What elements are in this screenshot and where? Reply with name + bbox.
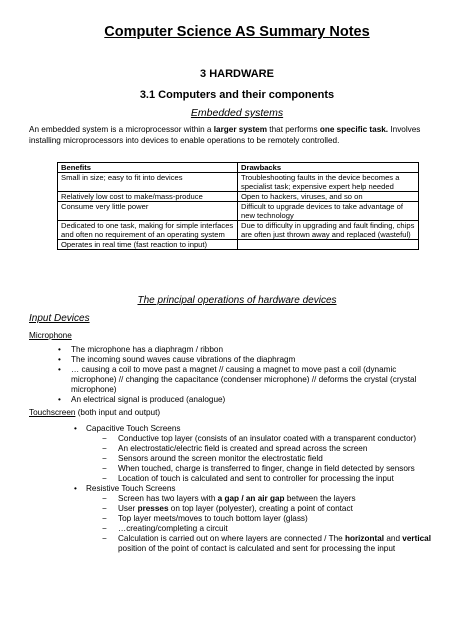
table-header-row bbox=[58, 163, 419, 173]
table-cell: Due to difficulty in upgrading and fault finding, chips are often just thrown away and replaced (wasteful) bbox=[238, 221, 419, 240]
touchscreen-label-suffix: (both input and output) bbox=[75, 408, 161, 417]
bullet-icon: • bbox=[58, 355, 61, 364]
embedded-systems-heading: Embedded systems bbox=[190, 107, 284, 119]
list-item-text: Screen has two layers with bbox=[118, 494, 218, 503]
list-item-text: …creating/completing a circuit bbox=[118, 524, 228, 533]
section-heading: 3.1 Computers and their components bbox=[139, 89, 335, 101]
table-header-drawbacks: Drawbacks bbox=[238, 163, 419, 173]
list-item bbox=[58, 395, 443, 405]
list-item bbox=[74, 474, 454, 484]
table-cell: Relatively low cost to make/mass-produce bbox=[58, 192, 238, 202]
dash-icon: − bbox=[102, 434, 107, 443]
microphone-list bbox=[58, 345, 443, 405]
dash-icon: − bbox=[102, 454, 107, 463]
table-cell: Consume very little power bbox=[58, 202, 238, 221]
list-item bbox=[74, 434, 454, 444]
table-header-benefits: Benefits bbox=[58, 163, 238, 173]
list-item-text: … causing a coil to move past a magnet // causing a magnet to move past a coil (dynamic microphone) // changing the capacitance (condenser microphone) // deforms the crystal (crystal microphone) bbox=[71, 365, 417, 394]
table-cell: Dedicated to one task, making for simple interfaces and often no requirement of an operating system bbox=[58, 221, 238, 240]
dash-icon: − bbox=[102, 524, 107, 533]
list-item bbox=[74, 424, 454, 434]
intro-bold-1: larger system bbox=[213, 125, 268, 134]
list-item-bold: vertical bbox=[402, 534, 431, 543]
bullet-icon: • bbox=[58, 395, 61, 404]
list-item-bold: horizontal bbox=[344, 534, 385, 543]
microphone-label: Microphone bbox=[29, 331, 72, 340]
table-cell bbox=[238, 240, 419, 250]
list-item-text: between the layers bbox=[284, 494, 356, 503]
intro-bold-2: one specific task. bbox=[319, 125, 389, 134]
dash-icon: − bbox=[102, 464, 107, 473]
dash-icon: − bbox=[102, 474, 107, 483]
list-item-text: position of the point of contact is calculated and sent for processing the input bbox=[118, 544, 396, 553]
list-item bbox=[58, 345, 443, 355]
intro-text-2: that performs bbox=[267, 125, 320, 134]
list-item-text: on top layer (polyester), creating a point of contact bbox=[168, 504, 353, 513]
bullet-icon: • bbox=[58, 365, 61, 374]
list-item-text: Calculation is carried out on where layers are connected / The bbox=[118, 534, 345, 543]
list-item bbox=[74, 494, 454, 504]
list-item-text: Conductive top layer (consists of an insulator coated with a transparent conductor) bbox=[118, 434, 417, 443]
table-row bbox=[58, 240, 419, 250]
dash-icon: − bbox=[102, 504, 107, 513]
list-item-bold: presses bbox=[137, 504, 169, 513]
table-cell: Troubleshooting faults in the device becomes a specialist task; expensive expert help needed bbox=[238, 173, 419, 192]
table-cell: Small in size; easy to fit into devices bbox=[58, 173, 238, 192]
list-item-text: An electrical signal is produced (analogue) bbox=[71, 395, 226, 404]
list-item bbox=[74, 534, 454, 554]
list-item bbox=[58, 355, 443, 365]
dash-icon: − bbox=[102, 494, 107, 503]
list-item-text: Sensors around the screen monitor the electrostatic field bbox=[118, 454, 323, 463]
table-cell: Open to hackers, viruses, and so on bbox=[238, 192, 419, 202]
list-item-text: User bbox=[118, 504, 138, 513]
table-row bbox=[58, 192, 419, 202]
table-row bbox=[58, 173, 419, 192]
benefits-drawbacks-table bbox=[57, 162, 419, 250]
table-row bbox=[58, 221, 419, 240]
list-item bbox=[74, 444, 454, 454]
hardware-operations-heading: The principal operations of hardware devices bbox=[137, 295, 337, 306]
list-item-bold: a gap / an air gap bbox=[217, 494, 285, 503]
intro-paragraph bbox=[29, 125, 449, 146]
intro-text-1: An embedded system is a microprocessor within a bbox=[29, 125, 214, 134]
list-item-text: The microphone has a diaphragm / ribbon bbox=[71, 345, 224, 354]
list-item bbox=[74, 514, 454, 524]
dash-icon: − bbox=[102, 444, 107, 453]
touchscreen-list bbox=[74, 424, 454, 554]
input-devices-heading: Input Devices bbox=[29, 313, 90, 324]
bullet-icon: • bbox=[58, 345, 61, 354]
touchscreen-label bbox=[29, 408, 160, 417]
list-item-text: When touched, charge is transferred to finger, change in field detected by sensors bbox=[118, 464, 415, 473]
list-item bbox=[74, 504, 454, 514]
touchscreen-label-text: Touchscreen bbox=[29, 408, 76, 417]
dash-icon: − bbox=[102, 514, 107, 523]
list-item bbox=[74, 524, 454, 534]
resistive-title: Resistive Touch Screens bbox=[86, 484, 176, 493]
list-item bbox=[74, 484, 454, 494]
document-title: Computer Science AS Summary Notes bbox=[104, 24, 370, 40]
list-item bbox=[58, 365, 443, 395]
capacitive-title: Capacitive Touch Screens bbox=[86, 424, 181, 433]
list-item bbox=[74, 454, 454, 464]
list-item-text: Location of touch is calculated and sent to controller for processing the input bbox=[118, 474, 394, 483]
bullet-icon: • bbox=[74, 484, 77, 493]
intro-text-3: Involves installing microprocessors into devices to enable operations to be remotely controlled. bbox=[29, 125, 421, 145]
list-item-text: Top layer meets/moves to touch bottom layer (glass) bbox=[118, 514, 308, 523]
list-item-text: and bbox=[384, 534, 403, 543]
list-item-text: An electrostatic/electric field is created and spread across the screen bbox=[118, 444, 368, 453]
table-cell: Difficult to upgrade devices to take advantage of new technology bbox=[238, 202, 419, 221]
dash-icon: − bbox=[102, 534, 107, 543]
list-item bbox=[74, 464, 454, 474]
table-cell: Operates in real time (fast reaction to input) bbox=[58, 240, 238, 250]
chapter-heading: 3 HARDWARE bbox=[200, 68, 274, 80]
table-row bbox=[58, 202, 419, 221]
bullet-icon: • bbox=[74, 424, 77, 433]
list-item-text: The incoming sound waves cause vibrations of the diaphragm bbox=[71, 355, 296, 364]
